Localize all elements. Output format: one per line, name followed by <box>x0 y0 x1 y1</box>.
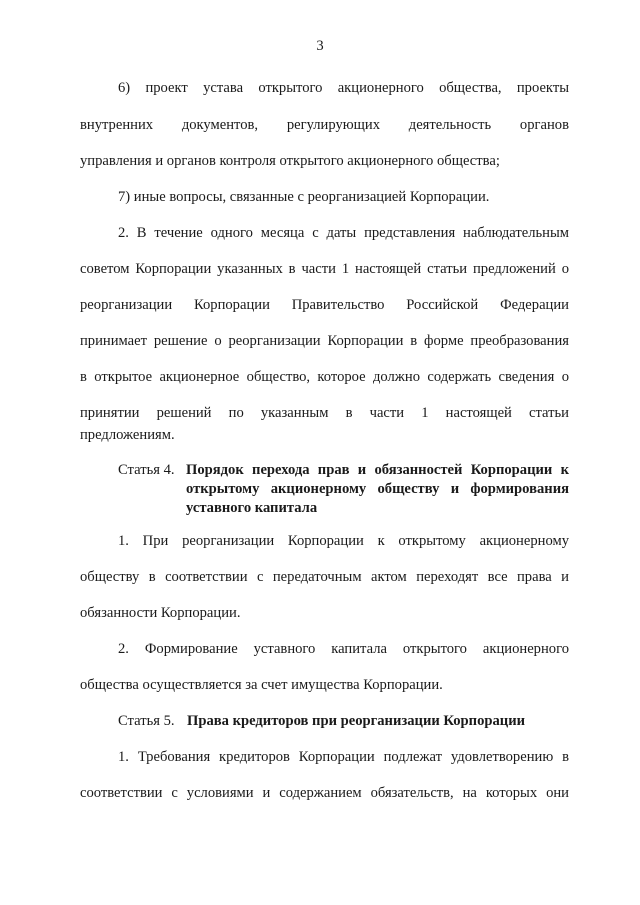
line-9: в открытое акционерное общество, которое должно содержать сведения о <box>80 369 569 385</box>
article-4-title-line-1: Порядок перехода прав и обязанностей Корпорации к <box>186 462 569 478</box>
article-5-line-2: соответствии с условиями и содержанием обязательств, на которых они <box>80 785 569 801</box>
line-11: предложениям. <box>80 427 175 443</box>
article-4-title-line-3: уставного капитала <box>186 500 318 516</box>
article-4-line-2: обществу в соответствии с передаточным актом переходят все права и <box>80 569 569 585</box>
line-1: 6) проект устава открытого акционерного общества, проекты <box>118 80 569 96</box>
line-3: управления и органов контроля открытого акционерного общества; <box>80 153 500 169</box>
article-4-line-1: 1. При реорганизации Корпорации к открытому акционерному <box>118 533 569 549</box>
line-6: советом Корпорации указанных в части 1 настоящей статьи предложений о <box>80 261 569 277</box>
article-4-label: Статья 4. <box>118 462 175 478</box>
line-5: 2. В течение одного месяца с даты представления наблюдательным <box>118 225 569 241</box>
article-4-line-3: обязанности Корпорации. <box>80 605 241 621</box>
article-5-label: Статья 5. <box>118 713 175 729</box>
line-8: принимает решение о реорганизации Корпорации в форме преобразования <box>80 333 569 349</box>
line-10: принятии решений по указанным в части 1 настоящей статьи <box>80 405 569 421</box>
article-4-title-line-2: открытому акционерному обществу и формирования <box>186 481 569 497</box>
article-5-title: Права кредиторов при реорганизации Корпорации <box>187 713 526 729</box>
line-2: внутренних документов, регулирующих деятельность органов <box>80 117 569 133</box>
page-number: 3 <box>316 38 324 54</box>
article-4-line-4: 2. Формирование уставного капитала открытого акционерного <box>118 641 569 657</box>
article-5-line-1: 1. Требования кредиторов Корпорации подлежат удовлетворению в <box>118 749 569 765</box>
article-4-line-5: общества осуществляется за счет имущества Корпорации. <box>80 677 443 693</box>
line-4: 7) иные вопросы, связанные с реорганизацией Корпорации. <box>118 189 490 205</box>
line-7: реорганизации Корпорации Правительство Российской Федерации <box>80 297 569 313</box>
